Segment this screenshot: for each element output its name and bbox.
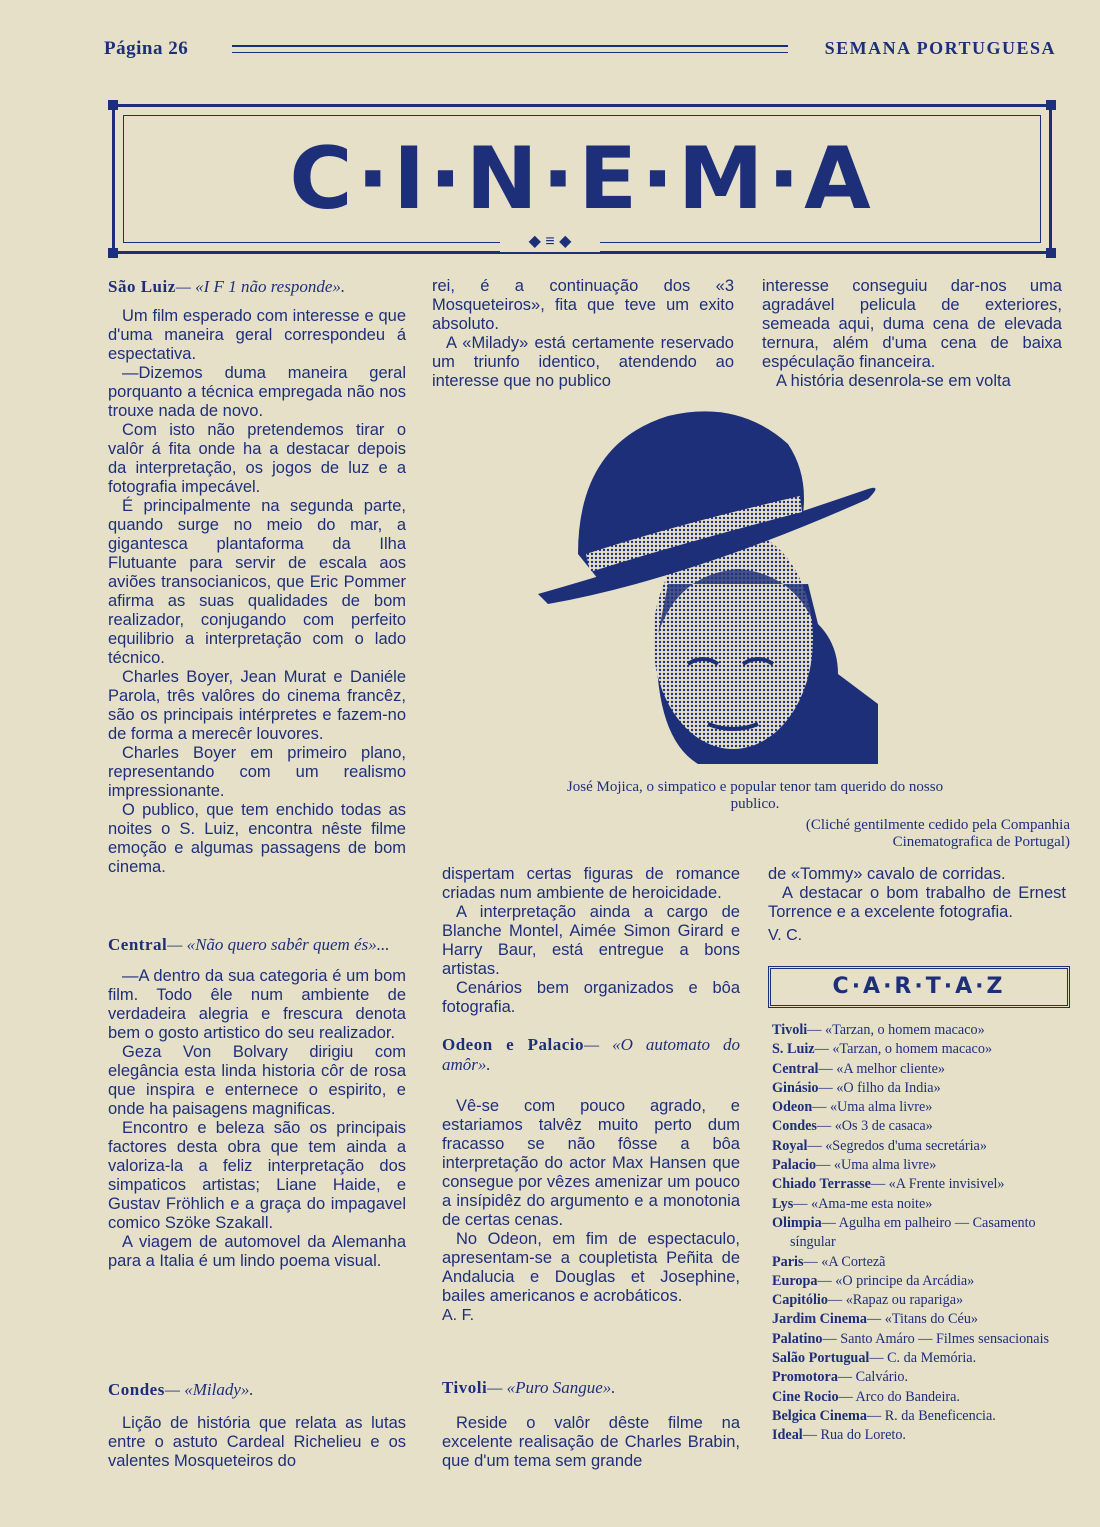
cinema-name: Ginásio bbox=[772, 1079, 819, 1096]
paragraph: A interpretação ainda a cargo de Blanche Montel, Aimée Simon Girard e Harry Baur, está entregue a bons artistas. bbox=[442, 903, 740, 978]
cinema-name: Chiado Terrasse bbox=[772, 1176, 871, 1193]
cinema-name: Palatino bbox=[772, 1330, 823, 1347]
paragraph: interesse conseguiu dar-nos uma agradável pelicula de exteriores, semeada aqui, duma cena de elevada ternura, além d'uma cena de baixa espéculação financeira. bbox=[762, 277, 1062, 371]
title-ornament: ◆ ≡ ◆ bbox=[500, 232, 600, 252]
column-3-middle bbox=[768, 865, 1066, 945]
film-listing: — «O filho da India» bbox=[818, 1079, 941, 1096]
cartaz-listings bbox=[772, 1021, 1072, 1446]
paragraph: O publico, que tem enchido todas as noites o S. Luiz, encontra nêste filme emoção e algumas passagens de bom cinema. bbox=[108, 801, 406, 876]
column-1-central bbox=[108, 935, 406, 1271]
section-title: C·I·N·E·M·A bbox=[289, 129, 875, 229]
list-item bbox=[772, 1368, 1072, 1387]
frame-corner bbox=[1046, 100, 1056, 110]
film-listing: — «O principe da Arcádia» bbox=[817, 1272, 975, 1289]
film-listing: — «A Cortezã bbox=[803, 1253, 886, 1270]
list-item bbox=[772, 1079, 1072, 1098]
cinema-name: Europa bbox=[772, 1272, 818, 1289]
film-listing: — «Segredos d'uma secretária» bbox=[807, 1137, 987, 1154]
cinema-name: Olimpia bbox=[772, 1214, 822, 1231]
author-signature: A. F. bbox=[442, 1307, 475, 1324]
film-title: — «Não quero sabêr quem és»... bbox=[167, 935, 390, 954]
film-listing: — Arco do Bandeira. bbox=[838, 1388, 960, 1405]
cinema-name: Condes bbox=[772, 1118, 817, 1135]
article-tivoli bbox=[442, 1378, 740, 1471]
film-listing: — «Titans do Céu» bbox=[866, 1311, 979, 1328]
section-heading: Central bbox=[108, 935, 168, 954]
cinema-name: Lys bbox=[772, 1195, 794, 1212]
column-2-middle bbox=[442, 865, 740, 1325]
list-item bbox=[772, 1388, 1072, 1407]
column-1-condes bbox=[108, 1380, 406, 1471]
list-item bbox=[772, 1291, 1072, 1310]
article-central bbox=[108, 935, 406, 1271]
header-rule bbox=[232, 45, 788, 53]
film-title: — «O automato do amôr». bbox=[442, 1035, 740, 1074]
film-listing: — «A Frente invisivel» bbox=[870, 1176, 1005, 1193]
film-listing: — «Uma alma livre» bbox=[816, 1157, 937, 1174]
article-condes bbox=[108, 1380, 406, 1471]
film-listing: — «Tarzan, o homem macaco» bbox=[807, 1022, 985, 1038]
paragraph: Com isto não pretendemos tirar o valôr á fita onde ha a destacar depois da interpretação, os jogos de luz e a fotografia impecável. bbox=[108, 421, 406, 496]
cinema-name: Tivoli bbox=[772, 1022, 808, 1038]
list-item bbox=[772, 1330, 1072, 1349]
paragraph: Charles Boyer, Jean Murat e Daniéle Parola, três valôres do cinema francêz, são os principais intérpretes e fazem-no de forma a merecêr louvores. bbox=[108, 668, 406, 743]
film-listing: — Rua do Loreto. bbox=[802, 1427, 906, 1444]
list-item bbox=[772, 1407, 1072, 1426]
section-heading: Tivoli bbox=[442, 1378, 488, 1397]
film-listing: — C. da Memória. bbox=[869, 1350, 977, 1367]
film-listing: — R. da Beneficencia. bbox=[866, 1407, 996, 1424]
paragraph: A viagem de automovel da Alemanha para a Italia é um lindo poema visual. bbox=[108, 1233, 406, 1270]
paragraph: Um film esperado com interesse e que d'uma maneira geral correspondeu á espectativa. bbox=[108, 307, 406, 363]
paragraph: dispertam certas figuras de romance criadas num ambiente de heroicidade. bbox=[442, 865, 740, 902]
paragraph: —A dentro da sua categoria é um bom film. Todo êle num ambiente de verdadeira alegria e frescura denota bem o gosto artistico do seu realizador. bbox=[108, 967, 406, 1042]
list-item bbox=[772, 1214, 1072, 1253]
photo-caption: José Mojica, o simpatico e popular tenor tam querido do nosso publico. bbox=[566, 779, 944, 812]
portrait-photo bbox=[538, 404, 878, 764]
list-item bbox=[772, 1040, 1072, 1059]
paragraph: Geza Von Bolvary dirigiu com elegância esta linda historia côr de rosa que inspira e enternece o espirito, e onde ha paisagens magnificas. bbox=[108, 1043, 406, 1118]
film-listing: — «Ama-me esta noite» bbox=[793, 1195, 933, 1212]
list-item bbox=[772, 1098, 1072, 1117]
cinema-name: Central bbox=[772, 1060, 819, 1077]
cinema-name: S. Luiz bbox=[772, 1041, 815, 1058]
cartaz-title: C·A·R·T·A·Z bbox=[832, 974, 1006, 999]
column-2-tivoli bbox=[442, 1378, 740, 1471]
column-3-top bbox=[762, 277, 1062, 391]
cinema-name: Promotora bbox=[772, 1369, 838, 1386]
list-item bbox=[772, 1426, 1072, 1445]
list-item bbox=[772, 1349, 1072, 1368]
list-item bbox=[772, 1156, 1072, 1175]
paragraph: —Dizemos duma maneira geral porquanto a técnica empregada não nos trouxe nada de novo. bbox=[108, 364, 406, 420]
film-listing: — Santo Amáro — Filmes sensacionais bbox=[822, 1330, 1050, 1347]
film-listing: — «Uma alma livre» bbox=[812, 1099, 933, 1116]
paragraph: Charles Boyer em primeiro plano, representando com um realismo impressionante. bbox=[108, 744, 406, 800]
cinema-name: Jardim Cinema bbox=[772, 1311, 867, 1328]
paragraph: Encontro e beleza são os principais factores desta obra que tem ainda a valoriza-la a feliz interpretação dos simpaticos artistas; Liane Haide, e Gustav Fröhlich e a graça do impagavel comico Szöke Szakall. bbox=[108, 1119, 406, 1232]
paragraph: Lição de história que relata as lutas entre o astuto Cardeal Richelieu e os valentes Mosqueteiros do bbox=[108, 1414, 406, 1470]
paragraph: É principalmente na segunda parte, quando surge no meio do mar, a gigantesca plantaforma da Ilha Flutuante para servir de escala aos aviões transocianicos, que Eric Pommer afirma as suas qualidades de bom realizador, conjugando com perfeito equilibrio a interpretação com o lado técnico. bbox=[108, 497, 406, 667]
cinema-name: Paris bbox=[772, 1253, 804, 1270]
frame-corner bbox=[1046, 248, 1056, 258]
cinema-name: Royal bbox=[772, 1137, 808, 1154]
section-heading: Condes bbox=[108, 1380, 165, 1399]
film-listing: — Agulha em palheiro — Casamento síngular bbox=[790, 1214, 1036, 1251]
photo-credit: (Cliché gentilmente cedido pela Companhia Cinematografica de Portugal) bbox=[805, 817, 1070, 850]
paragraph: A «Milady» está certamente reservado um triunfo identico, atendendo ao interesse que no publico bbox=[432, 334, 734, 390]
list-item bbox=[772, 1272, 1072, 1291]
film-title: — «Puro Sangue». bbox=[487, 1378, 616, 1397]
cinema-name: Capitólio bbox=[772, 1292, 828, 1309]
film-listing: — «A melhor cliente» bbox=[818, 1060, 945, 1077]
film-listing: — «Tarzan, o homem macaco» bbox=[814, 1041, 993, 1058]
magazine-name: SEMANA PORTUGUESA bbox=[824, 38, 1056, 58]
film-listing: — «Os 3 de casaca» bbox=[816, 1118, 933, 1135]
film-title: — «I F 1 não responde». bbox=[175, 277, 346, 296]
column-2-top bbox=[432, 277, 734, 391]
film-listing: — «Rapaz ou rapariga» bbox=[827, 1292, 964, 1309]
page-number: Página 26 bbox=[104, 38, 189, 59]
cinema-name: Ideal bbox=[772, 1427, 803, 1444]
paragraph: Vê-se com pouco agrado, e estariamos talvêz muito perto dum fracasso se não fôsse a bôa interpretação do actor Max Hansen que consegue por vêzes amenizar um pouco a insípidêz do argumento e a monotonia de certas cenas. bbox=[442, 1097, 740, 1229]
column-1 bbox=[108, 277, 406, 877]
list-item bbox=[772, 1195, 1072, 1214]
cinema-name: Cine Rocio bbox=[772, 1388, 839, 1405]
article-odeon bbox=[442, 1035, 740, 1325]
article-sao-luiz bbox=[108, 277, 406, 877]
cinema-name: Odeon bbox=[772, 1099, 813, 1116]
film-title: — «Milady». bbox=[164, 1380, 254, 1399]
frame-corner bbox=[108, 248, 118, 258]
paragraph: No Odeon, em fim de espectaculo, apresentam-se a coupletista Peñita de Andalucia e Douglas et Josephine, bailes americanos e acrobáticos. bbox=[442, 1230, 740, 1305]
list-item bbox=[772, 1060, 1072, 1079]
paragraph: Reside o valôr dêste filme na excelente realisação de Charles Brabin, que d'um tema sem grande bbox=[442, 1414, 740, 1470]
list-item bbox=[772, 1137, 1072, 1156]
section-heading: São Luiz bbox=[108, 277, 176, 296]
paragraph: A história desenrola-se em volta bbox=[776, 372, 1011, 390]
list-item bbox=[772, 1021, 1072, 1040]
paragraph: Cenários bem organizados e bôa fotografia. bbox=[442, 979, 740, 1016]
cinema-name: Salão Portugual bbox=[772, 1350, 870, 1367]
paragraph: A destacar o bom trabalho de Ernest Torrence e a excelente fotografia. bbox=[768, 884, 1066, 921]
section-heading: Odeon e Palacio bbox=[442, 1035, 585, 1054]
list-item bbox=[772, 1310, 1072, 1329]
paragraph: rei, é a continuação dos «3 Mosqueteiros», fita que teve um exito absoluto. bbox=[432, 277, 734, 333]
author-signature: V. C. bbox=[768, 927, 803, 944]
list-item bbox=[772, 1175, 1072, 1194]
paragraph: de «Tommy» cavalo de corridas. bbox=[768, 865, 1006, 883]
frame-corner bbox=[108, 100, 118, 110]
cinema-name: Palacio bbox=[772, 1157, 817, 1174]
film-listing: — Calvário. bbox=[837, 1369, 909, 1386]
cinema-name: Belgica Cinema bbox=[772, 1407, 867, 1424]
list-item bbox=[772, 1253, 1072, 1272]
cartaz-frame bbox=[768, 966, 1070, 1008]
list-item bbox=[772, 1117, 1072, 1136]
